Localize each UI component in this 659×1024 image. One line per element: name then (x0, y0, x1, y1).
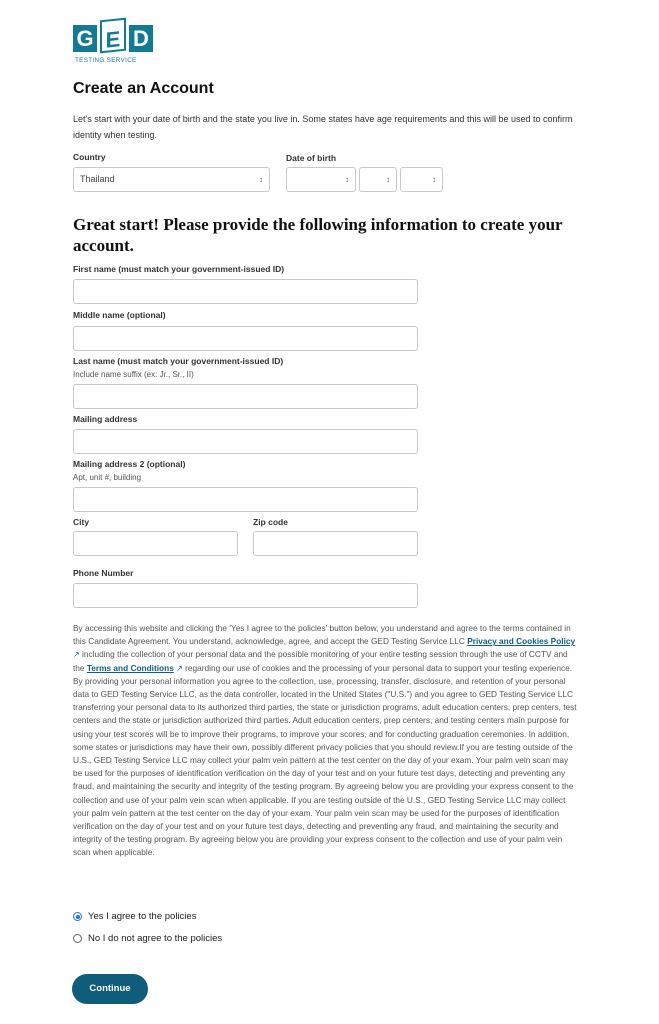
agree-radio[interactable] (73, 912, 82, 921)
phone-label: Phone Number (73, 568, 134, 578)
zip-input[interactable] (253, 531, 418, 556)
chevron-up-down-icon: ↕ (432, 175, 436, 184)
first-name-input[interactable] (73, 279, 418, 304)
dob-label: Date of birth (286, 153, 337, 163)
country-label: Country (73, 152, 106, 162)
intro-text: Let's start with your date of birth and the state you live in. Some states have age requirements and this will be used to confirm identity when testing. (73, 114, 573, 140)
chevron-up-down-icon: ↕ (386, 175, 390, 184)
country-value: Thailand (80, 174, 115, 184)
mailing-address-input[interactable] (73, 429, 418, 454)
dob-year-select[interactable] (400, 167, 443, 192)
country-select[interactable] (73, 167, 270, 192)
phone-input[interactable] (73, 583, 418, 608)
ged-logo (73, 19, 155, 67)
zip-label: Zip code (253, 517, 288, 527)
terms-link[interactable]: Terms and Conditions (86, 662, 174, 673)
agree-label: Yes I agree to the policies (88, 911, 197, 922)
disagree-label: No I do not agree to the policies (88, 933, 223, 944)
last-name-label: Last name (must match your government-issued ID) (73, 356, 284, 366)
logo-letter-e: E (100, 18, 126, 54)
city-input[interactable] (73, 531, 238, 556)
chevron-up-down-icon: ↕ (345, 175, 349, 184)
logo-tagline: TESTING SERVICE (75, 57, 137, 64)
privacy-policy-link[interactable]: Privacy and Cookies Policy (467, 636, 576, 647)
dob-day-select[interactable] (359, 167, 397, 192)
middle-name-label: Middle name (optional) (73, 310, 166, 320)
agree-option[interactable] (73, 911, 196, 922)
last-name-input[interactable] (73, 384, 418, 409)
logo-letter-g: G (73, 25, 97, 52)
middle-name-input[interactable] (73, 326, 418, 351)
last-name-hint: Include name suffix (ex: Jr., Sr., II) (73, 370, 194, 379)
section-heading: Great start! Please provide the following information to create your account. (73, 215, 563, 255)
chevron-up-down-icon: ↕ (259, 175, 263, 184)
mailing-address-2-hint: Apt, unit #, building (73, 473, 142, 482)
mailing-address-2-label: Mailing address 2 (optional) (73, 459, 186, 469)
legal-text-part1: By accessing this website and clicking the 'Yes I agree to the policies' button below, you understand and agree to the terms contained in this Candidate Agreement. You understand, acknowledge, agree, and accept the GED Testing Service LLC (73, 623, 571, 647)
page-title: Create an Account (73, 80, 214, 97)
disagree-radio[interactable] (73, 934, 82, 943)
continue-button[interactable]: Continue (72, 974, 148, 1004)
mailing-address-2-input[interactable] (73, 487, 418, 512)
disagree-option[interactable] (73, 933, 222, 944)
external-link-icon: ↗︎ (176, 663, 183, 673)
mailing-address-label: Mailing address (73, 414, 138, 424)
dob-month-select[interactable] (286, 167, 356, 192)
external-link-icon: ↗︎ (73, 650, 80, 660)
candidate-agreement-text (73, 622, 578, 860)
first-name-label: First name (must match your government-issued ID) (73, 264, 285, 274)
legal-text-part3: regarding our use of cookies and the processing of your personal data to support your testing experience. By providing your personal information you agree to the collection, use, processing, transfer, disclosure, and retention of your personal data to GED Testing Service LLC, as the data controller, located in the United States ("U.S.") and you agree to GED Testing Service LLC transferring your personal data to its authorized third parties, the state or jurisdiction programs, adult education centers, prep centers, test centers and the state or jurisdiction authorized third parties. Adult education centers, prep centers, and testing centers main purpose for using your test scores will be to improve their programs, to improve your scores, and for conducting graduation ceremonies. In addition, some states or jurisdictions may have their own, possibly different privacy policies that you should review.If you are testing outside of the U.S., GED Testing Service LLC may collect your palm vein pattern at the test center on the day of your exam. Your palm vein scan may be used for the purposes of identification verification on the day of your test and on your future test days, detecting and preventing any fraud, and maintaining the security and integrity of the testing program. By agreeing below you are providing your express consent to the collection and use of your palm vein scan when applicable. If you are testing outside of the U.S., GED Testing Service LLC may collect your palm vein pattern at the test center on the day of your exam. Your palm vein scan may be used for the purposes of identification verification on the day of your test and on your future test days, detecting and preventing any fraud, and maintaining the security and integrity of the testing program. By agreeing below you are providing your express consent to the collection and use of your palm vein scan when applicable. (73, 662, 577, 858)
city-label: City (73, 517, 90, 527)
legal-text-part2: including the collection of your personal data and the possible monitoring of your entire testing session through the use of CCTV and the (73, 649, 568, 673)
logo-letter-d: D (129, 25, 153, 52)
